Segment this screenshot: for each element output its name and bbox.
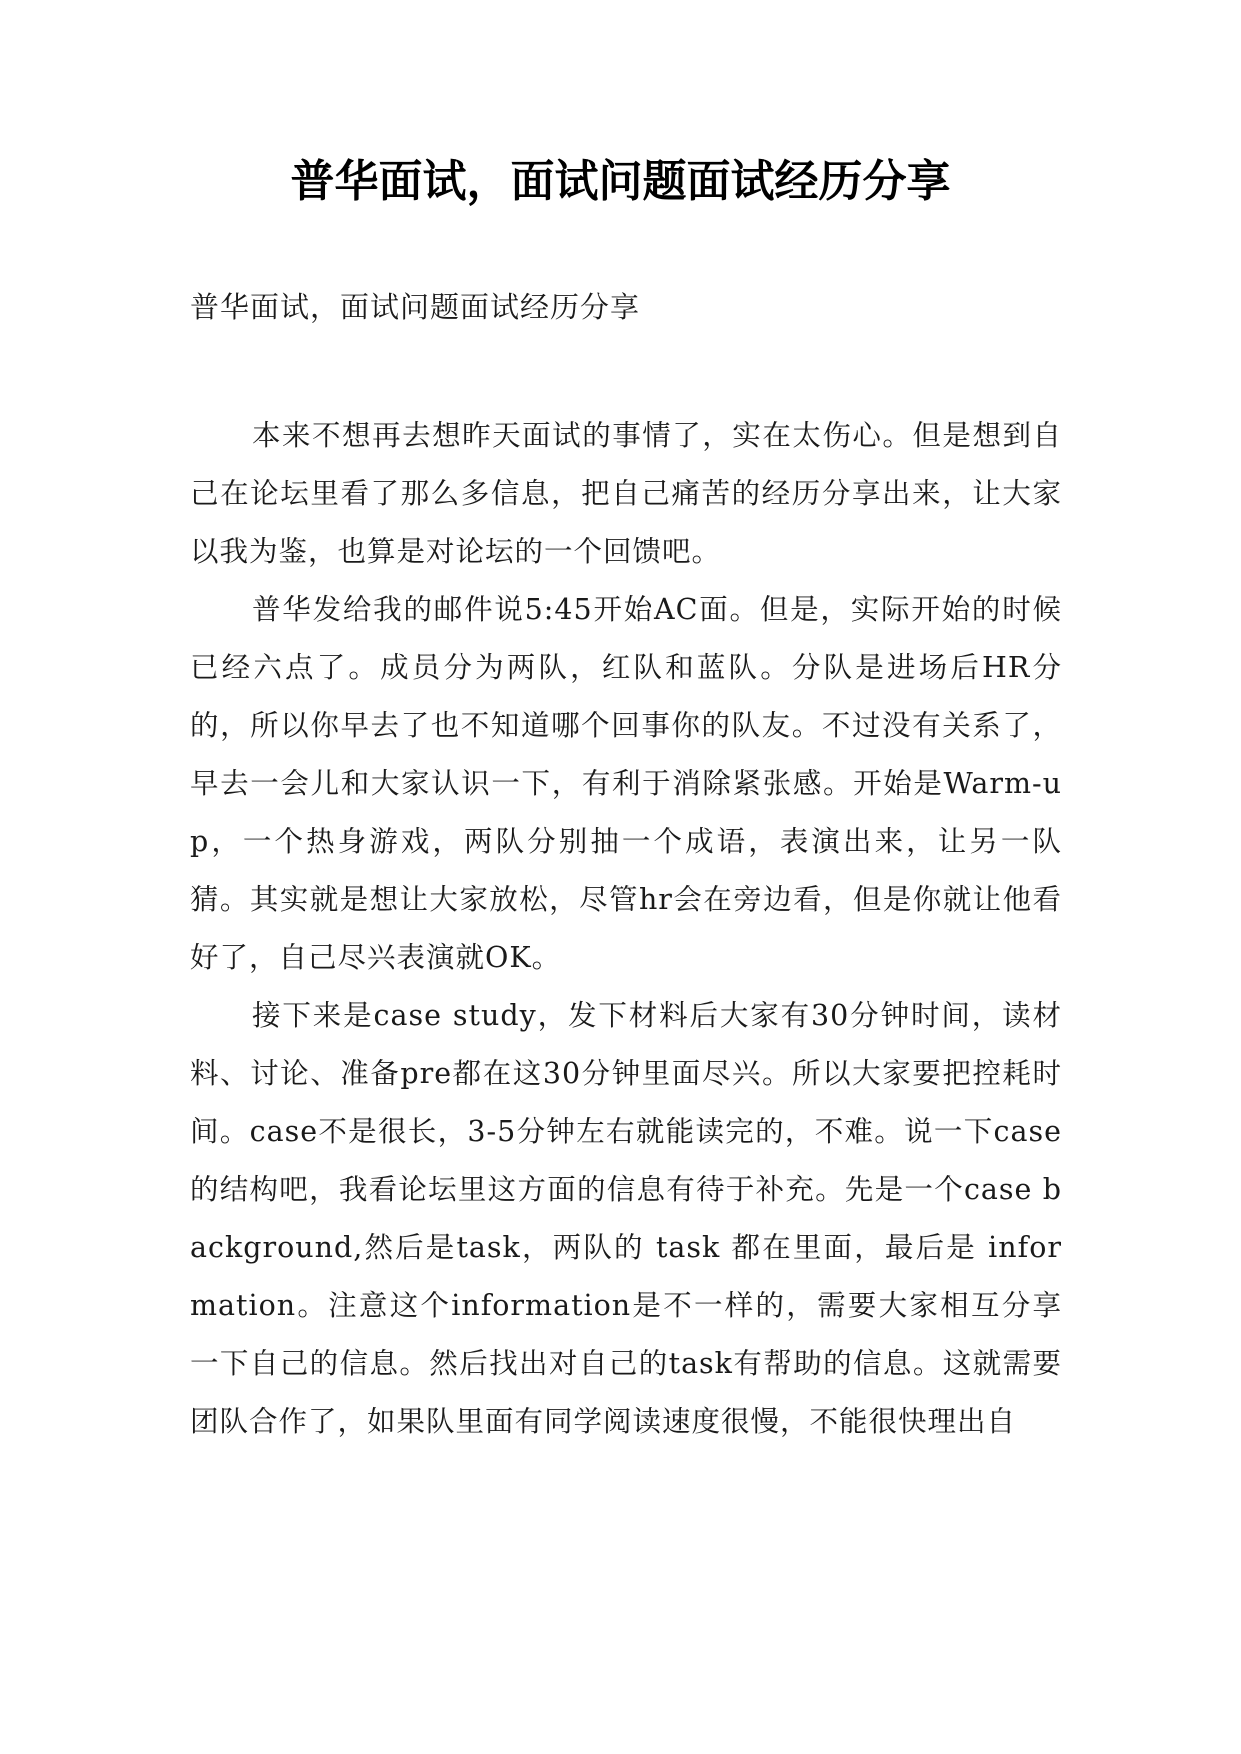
document-body (190, 407, 1062, 1451)
document-title: 普华面试，面试问题面试经历分享 (290, 156, 951, 207)
paragraph-case-study: 接下来是case study，发下材料后大家有30分钟时间，读材料、讨论、准备pre都在这30分钟里面尽兴。所以大家要把控耗时间。case不是很长，3-5分钟左右就能读完的，不难。说一下case的结构吧，我看论坛里这方面的信息有待于补充。先是一个case background,然后是task，两队的 task 都在里面，最后是 information。注意这个information是不一样的，需要大家相互分享一下自己的信息。然后找出对自己的task有帮助的信息。这就需要团队合作了，如果队里面有同学阅读速度很慢，不能很快理出自 (190, 999, 1062, 1438)
paragraph-ac-interview: 普华发给我的邮件说5:45开始AC面。但是，实际开始的时候已经六点了。成员分为两队，红队和蓝队。分队是进场后HR分的，所以你早去了也不知道哪个回事你的队友。不过没有关系了，早去一会儿和大家认识一下，有利于消除紧张感。开始是Warm-up，一个热身游戏，两队分别抽一个成语，表演出来，让另一队猜。其实就是想让大家放松，尽管hr会在旁边看，但是你就让他看好了，自己尽兴表演就OK。 (190, 593, 1062, 974)
paragraph-intro: 本来不想再去想昨天面试的事情了，实在太伤心。但是想到自己在论坛里看了那么多信息，把自己痛苦的经历分享出来，让大家以我为鉴，也算是对论坛的一个回馈吧。 (190, 419, 1062, 568)
document-subtitle: 普华面试，面试问题面试经历分享 (190, 290, 641, 324)
